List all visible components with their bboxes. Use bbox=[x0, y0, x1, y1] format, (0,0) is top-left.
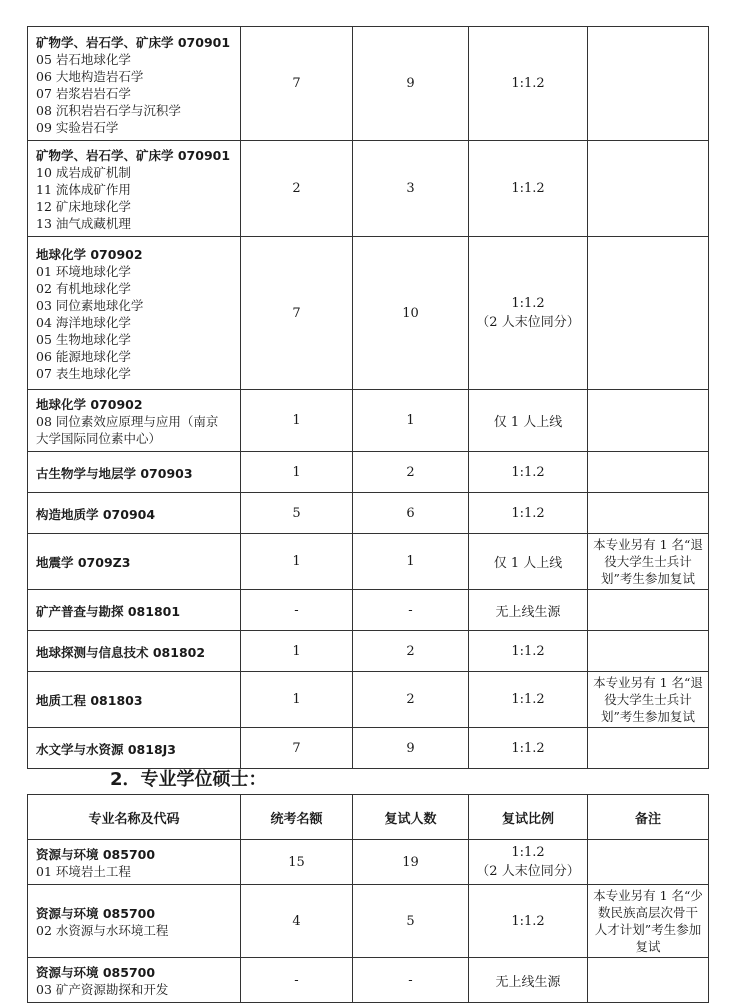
research-direction: 02 有机地球化学 bbox=[36, 281, 131, 296]
research-direction: 05 岩石地球化学 bbox=[36, 51, 131, 67]
retest-ratio-cell bbox=[469, 27, 588, 141]
table-row bbox=[28, 390, 709, 452]
retest-ratio: 1:1.2 bbox=[511, 692, 545, 707]
table-row bbox=[28, 452, 709, 493]
table-row bbox=[28, 631, 709, 672]
research-direction: 11 流体成矿作用 bbox=[36, 182, 131, 197]
major-name: 地质工程 081803 bbox=[36, 693, 143, 708]
research-direction: 02 水资源与水环境工程 bbox=[36, 923, 169, 938]
retest-count-cell: 2 bbox=[353, 672, 469, 728]
quota-cell: 5 bbox=[241, 493, 353, 534]
header-name: 专业名称及代码 bbox=[28, 795, 241, 840]
major-name: 资源与环境 085700 bbox=[36, 847, 156, 862]
retest-ratio-cell bbox=[469, 390, 588, 452]
table-header-row bbox=[28, 795, 709, 840]
professional-master-table bbox=[27, 794, 709, 1003]
retest-ratio-note: （2 人末位同分） bbox=[476, 864, 580, 879]
major-name: 古生物学与地层学 070903 bbox=[36, 465, 193, 481]
retest-ratio: 无上线生源 bbox=[495, 604, 561, 620]
major-name: 矿物学、岩石学、矿床学 070901 bbox=[36, 34, 231, 50]
major-cell bbox=[28, 534, 241, 590]
quota-cell: 1 bbox=[241, 672, 353, 728]
table-row bbox=[28, 27, 709, 141]
retest-ratio: 1:1.2 bbox=[511, 76, 545, 91]
remark-cell bbox=[588, 631, 709, 672]
remark-cell bbox=[588, 590, 709, 631]
table-row bbox=[28, 840, 709, 885]
major-cell bbox=[28, 631, 241, 672]
remark-cell bbox=[588, 958, 709, 1003]
remark-cell bbox=[588, 27, 709, 141]
quota-cell: 7 bbox=[241, 728, 353, 769]
retest-count-cell: 3 bbox=[353, 141, 469, 237]
retest-ratio: 1:1.2 bbox=[511, 740, 545, 756]
retest-ratio: 1:1.2 bbox=[511, 913, 545, 929]
retest-ratio-cell bbox=[469, 141, 588, 237]
table-row bbox=[28, 237, 709, 390]
retest-count-cell: 9 bbox=[353, 27, 469, 141]
quota-cell: 4 bbox=[241, 885, 353, 958]
quota-cell: - bbox=[241, 958, 353, 1003]
major-name: 资源与环境 085700 bbox=[36, 906, 156, 921]
major-cell bbox=[28, 840, 241, 885]
header-ratio: 复试比例 bbox=[469, 795, 588, 840]
retest-ratio: 1:1.2 bbox=[511, 181, 545, 196]
remark-cell bbox=[588, 390, 709, 452]
table-row bbox=[28, 534, 709, 590]
major-cell bbox=[28, 493, 241, 534]
research-direction: 07 表生地球化学 bbox=[36, 366, 131, 381]
research-direction: 08 同位素效应原理与应用（南京 bbox=[36, 414, 219, 429]
research-direction: 03 矿产资源勘探和开发 bbox=[36, 982, 169, 997]
research-direction: 04 海洋地球化学 bbox=[36, 315, 131, 330]
retest-ratio: 1:1.2 bbox=[511, 845, 545, 860]
table-row bbox=[28, 493, 709, 534]
retest-count-cell: 2 bbox=[353, 631, 469, 672]
remark-cell: 本专业另有 1 名“少数民族高层次骨干人才计划”考生参加复试 bbox=[588, 885, 709, 958]
retest-ratio-cell bbox=[469, 672, 588, 728]
table-row bbox=[28, 672, 709, 728]
research-direction: 12 矿床地球化学 bbox=[36, 199, 131, 214]
retest-count-cell: 9 bbox=[353, 728, 469, 769]
research-direction: 大学国际同位素中心） bbox=[36, 431, 162, 446]
major-name: 地球探测与信息技术 081802 bbox=[36, 644, 206, 660]
retest-ratio-cell bbox=[469, 452, 588, 493]
section-heading-professional-master: 2．专业学位硕士： bbox=[110, 769, 267, 790]
quota-cell: 2 bbox=[241, 141, 353, 237]
research-direction: 10 成岩成矿机制 bbox=[36, 165, 131, 180]
major-name: 水文学与水资源 0818J3 bbox=[36, 741, 176, 757]
major-name: 地球化学 070902 bbox=[36, 247, 143, 262]
table-row bbox=[28, 728, 709, 769]
remark-cell bbox=[588, 237, 709, 390]
quota-cell: - bbox=[241, 590, 353, 631]
retest-ratio: 无上线生源 bbox=[495, 974, 561, 990]
retest-ratio-cell bbox=[469, 728, 588, 769]
major-name: 资源与环境 085700 bbox=[36, 965, 156, 980]
major-cell bbox=[28, 672, 241, 728]
retest-count-cell: 6 bbox=[353, 493, 469, 534]
retest-ratio: 1:1.2 bbox=[511, 505, 545, 521]
research-direction: 01 环境岩土工程 bbox=[36, 864, 131, 879]
table-row bbox=[28, 141, 709, 237]
research-direction: 06 大地构造岩石学 bbox=[36, 68, 144, 84]
major-cell bbox=[28, 390, 241, 452]
major-cell bbox=[28, 141, 241, 237]
remark-cell bbox=[588, 452, 709, 493]
research-direction: 07 岩浆岩岩石学 bbox=[36, 85, 131, 101]
major-name: 矿产普查与勘探 081801 bbox=[36, 603, 181, 619]
major-cell bbox=[28, 958, 241, 1003]
research-direction: 13 油气成藏机理 bbox=[36, 216, 131, 231]
research-direction: 03 同位素地球化学 bbox=[36, 298, 144, 313]
remark-cell bbox=[588, 141, 709, 237]
quota-cell: 1 bbox=[241, 452, 353, 493]
research-direction: 09 实验岩石学 bbox=[36, 119, 119, 135]
research-direction: 06 能源地球化学 bbox=[36, 349, 131, 364]
retest-count-cell: 2 bbox=[353, 452, 469, 493]
major-name: 地震学 0709Z3 bbox=[36, 555, 131, 570]
research-direction: 08 沉积岩岩石学与沉积学 bbox=[36, 102, 181, 118]
major-cell bbox=[28, 237, 241, 390]
remark-cell bbox=[588, 493, 709, 534]
quota-cell: 1 bbox=[241, 631, 353, 672]
retest-ratio: 1:1.2 bbox=[511, 643, 545, 659]
quota-cell: 15 bbox=[241, 840, 353, 885]
header-retest: 复试人数 bbox=[353, 795, 469, 840]
quota-cell: 7 bbox=[241, 27, 353, 141]
retest-ratio-cell bbox=[469, 885, 588, 958]
retest-ratio-cell bbox=[469, 631, 588, 672]
research-direction: 05 生物地球化学 bbox=[36, 332, 131, 347]
retest-count-cell: 10 bbox=[353, 237, 469, 390]
major-name: 矿物学、岩石学、矿床学 070901 bbox=[36, 148, 231, 163]
major-name: 构造地质学 070904 bbox=[36, 506, 156, 522]
header-quota: 统考名额 bbox=[241, 795, 353, 840]
header-note: 备注 bbox=[588, 795, 709, 840]
major-cell bbox=[28, 452, 241, 493]
retest-ratio-cell bbox=[469, 534, 588, 590]
remark-cell bbox=[588, 840, 709, 885]
remark-cell bbox=[588, 728, 709, 769]
retest-ratio: 1:1.2 bbox=[511, 464, 545, 480]
table-row bbox=[28, 958, 709, 1003]
quota-cell: 7 bbox=[241, 237, 353, 390]
retest-count-cell: 19 bbox=[353, 840, 469, 885]
retest-ratio: 仅 1 人上线 bbox=[493, 556, 563, 571]
major-cell bbox=[28, 590, 241, 631]
research-direction: 01 环境地球化学 bbox=[36, 264, 131, 279]
quota-cell: 1 bbox=[241, 534, 353, 590]
retest-count-cell: 1 bbox=[353, 534, 469, 590]
remark-cell: 本专业另有 1 名“退役大学生士兵计划”考生参加复试 bbox=[588, 672, 709, 728]
retest-ratio-cell bbox=[469, 590, 588, 631]
major-cell bbox=[28, 885, 241, 958]
quota-cell: 1 bbox=[241, 390, 353, 452]
retest-count-cell: - bbox=[353, 958, 469, 1003]
major-cell bbox=[28, 728, 241, 769]
retest-ratio-cell bbox=[469, 840, 588, 885]
retest-count-cell: - bbox=[353, 590, 469, 631]
major-name: 地球化学 070902 bbox=[36, 397, 143, 412]
major-cell bbox=[28, 27, 241, 141]
retest-count-cell: 5 bbox=[353, 885, 469, 958]
retest-ratio-cell bbox=[469, 237, 588, 390]
table-row bbox=[28, 590, 709, 631]
retest-ratio: 仅 1 人上线 bbox=[493, 415, 563, 430]
retest-ratio-cell bbox=[469, 958, 588, 1003]
retest-ratio-cell bbox=[469, 493, 588, 534]
retest-ratio-note: （2 人末位同分） bbox=[476, 315, 580, 330]
retest-ratio: 1:1.2 bbox=[511, 296, 545, 311]
academic-master-table bbox=[27, 26, 709, 769]
table-row bbox=[28, 885, 709, 958]
retest-count-cell: 1 bbox=[353, 390, 469, 452]
remark-cell: 本专业另有 1 名“退役大学生士兵计划”考生参加复试 bbox=[588, 534, 709, 590]
